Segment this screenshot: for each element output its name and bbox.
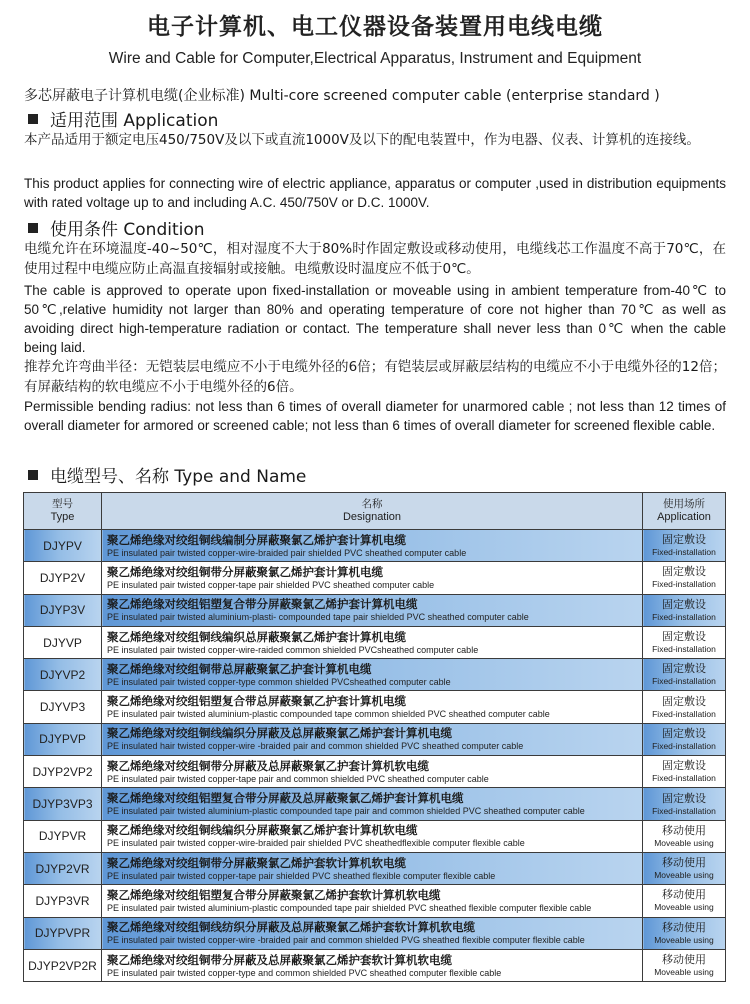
cable-application bbox=[643, 852, 726, 884]
cable-designation bbox=[102, 852, 643, 884]
table-row bbox=[24, 659, 726, 691]
bending-radius-text-cn: 推荐允许弯曲半径：无铠装层电缆应不小于电缆外径的6倍；有铠装层或屏蔽层结构的电缆应不小于电缆外径的12倍；有屏蔽结构的软电缆应不小于电缆外径的6倍。 bbox=[24, 359, 726, 395]
page-title: 电子计算机、电工仪器设备装置用电线电缆 bbox=[147, 14, 603, 40]
application-cn: 固定敷设 bbox=[662, 791, 706, 805]
table-row bbox=[24, 917, 726, 949]
table-row bbox=[24, 756, 726, 788]
application-cn: 固定敷设 bbox=[662, 662, 706, 676]
cable-application bbox=[643, 659, 726, 691]
application-text-en: This product applies for connecting wire of electric appliance, apparatus or computer ,used in distribution equipments with rated voltage up to and including A.C. 450/750V or D.C. 1000V. bbox=[24, 176, 726, 210]
designation-cn: 聚乙烯绝缘对绞组铝塑复合带分屏蔽聚氯乙烯护套软计算机软电缆 bbox=[107, 887, 441, 902]
table-row bbox=[24, 530, 726, 562]
designation-cn: 聚乙烯绝缘对绞组铜线纺织分屏蔽及总屏蔽聚氯乙烯护套软计算机软电缆 bbox=[107, 920, 475, 935]
column-header-designation-cn: 名称 bbox=[361, 498, 383, 510]
cable-application bbox=[643, 756, 726, 788]
application-en: Moveable using bbox=[654, 870, 714, 881]
cable-type-code: DJYVP2 bbox=[24, 659, 102, 691]
table-row bbox=[24, 949, 726, 981]
designation-cn: 聚乙烯绝缘对绞组铝塑复合带总屏蔽聚氯乙护套计算机电缆 bbox=[107, 694, 406, 709]
condition-heading-text: 使用条件 Condition bbox=[50, 220, 205, 240]
application-en: Fixed-installation bbox=[652, 676, 716, 687]
application-cn: 固定敷设 bbox=[662, 565, 706, 579]
application-cn: 移动使用 bbox=[662, 920, 706, 934]
table-row bbox=[24, 594, 726, 626]
cable-type-code: DJYVP3 bbox=[24, 691, 102, 723]
application-cn: 固定敷设 bbox=[662, 597, 706, 611]
cable-type-code: DJYP2VP2 bbox=[24, 756, 102, 788]
application-en: Moveable using bbox=[654, 967, 714, 977]
cable-application bbox=[643, 917, 726, 949]
cable-application bbox=[643, 562, 726, 594]
cable-designation bbox=[102, 691, 643, 723]
page-title-english: Wire and Cable for Computer,Electrical Apparatus, Instrument and Equipment bbox=[108, 50, 642, 67]
column-header-application-en: Application bbox=[657, 511, 711, 523]
application-en: Moveable using bbox=[654, 837, 714, 848]
cable-designation bbox=[102, 949, 643, 981]
designation-en: PE insulated pair twisted aluminium-plasti- compounded tape pair shielded PVC sheathed computer cable bbox=[107, 612, 529, 623]
table-row bbox=[24, 723, 726, 755]
cable-designation bbox=[102, 530, 643, 562]
designation-cn: 聚乙烯绝缘对绞组铜带分屏蔽及总屏蔽聚氯乙烯护套软计算机软电缆 bbox=[107, 952, 452, 967]
types-heading bbox=[28, 462, 306, 487]
bending-radius-text-en: Permissible bending radius: not less than 6 times of overall diameter for unarmored cable ; not less than 12 times of overall diameter for armored or screened cable; not less than 6 times of overall diameter for screened flexible cable. bbox=[24, 399, 726, 433]
designation-en: PE insulated pair twisted copper-tape pair shielded PVC sheathed flexible computer flexible cable bbox=[107, 870, 496, 881]
designation-en: PE insulated pair twisted copper-wire -braided pair and common shielded PVG sheathed flexible computer flexible cable bbox=[107, 935, 585, 946]
cable-type-code: DJYP3VR bbox=[24, 885, 102, 917]
designation-cn: 聚乙烯绝缘对绞组铜带分屏蔽聚氯乙烯护套计算机电缆 bbox=[107, 564, 383, 579]
application-cn: 固定敷设 bbox=[662, 726, 706, 740]
designation-en: PE insulated pair twisted copper-type and common shielded PVC sheathed computer flexible cable bbox=[107, 967, 502, 978]
table-row bbox=[24, 885, 726, 917]
application-en: Moveable using bbox=[654, 902, 714, 913]
table-row bbox=[24, 626, 726, 658]
application-text-cn: 本产品适用于额定电压450/750V及以下或直流1000V及以下的配电装置中，作为电器、仪表、计算机的连接线。 bbox=[24, 132, 700, 148]
square-bullet-icon bbox=[28, 223, 38, 233]
cable-designation bbox=[102, 562, 643, 594]
product-subtitle: 多芯屏蔽电子计算机电缆(企业标准) Multi-core screened computer cable (enterprise standard ) bbox=[24, 88, 660, 104]
designation-en: PE insulated hair twisted copper-wire -braided pair and common shielded PVC sheathed computer cable bbox=[107, 741, 524, 752]
cable-designation bbox=[102, 885, 643, 917]
table-row bbox=[24, 691, 726, 723]
designation-cn: 聚乙烯绝缘对绞组铝塑复合带分屏蔽及总屏蔽聚氯乙烯护套计算机电缆 bbox=[107, 791, 464, 806]
condition-text-en: The cable is approved to operate upon fixed-installation or moveable using in ambient temperature from-40℃ to 50℃,relative humidity not larger than 80% and operating temperature of core not higher than 70℃ as well as avoiding direct high-temperature radiation or contact. The temperature shall never less than 0℃ when the cable being laid. bbox=[24, 283, 726, 355]
designation-cn: 聚乙烯绝缘对绞组铜线编织分屏蔽聚氯乙烯护套计算机软电缆 bbox=[107, 823, 418, 838]
cable-type-code: DJYP2VP2R bbox=[24, 949, 102, 981]
column-header-type bbox=[24, 493, 102, 530]
designation-en: PE insulated pair twisted copper-tape pair and common shielded PVC sheathed computer cable bbox=[107, 773, 489, 784]
column-header-type-en: Type bbox=[50, 511, 75, 523]
table-header-row bbox=[24, 493, 726, 530]
column-header-application bbox=[643, 493, 726, 530]
cable-designation bbox=[102, 626, 643, 658]
application-en: Fixed-installation bbox=[652, 611, 716, 622]
designation-cn: 聚乙烯绝缘对绞组铜带总屏蔽聚氯乙护套计算机电缆 bbox=[107, 661, 372, 676]
designation-cn: 聚乙烯绝缘对绞组铝塑复合带分屏蔽聚氯乙烯护套计算机电缆 bbox=[107, 597, 418, 612]
cable-type-code: DJYP2VR bbox=[24, 852, 102, 884]
application-cn: 移动使用 bbox=[662, 856, 706, 870]
application-en: Fixed-installation bbox=[652, 708, 716, 719]
designation-en: PE insulated pair twisted copper-type common shielded PVCsheathed computer cable bbox=[107, 676, 451, 687]
cable-type-code: DJYP3VP3 bbox=[24, 788, 102, 820]
designation-en: PE insulated pair twisted copper-tape pair shielded PVC sheathed computer cable bbox=[107, 579, 435, 590]
table-body bbox=[24, 530, 726, 982]
cable-type-code: DJYVP bbox=[24, 626, 102, 658]
application-en: Fixed-installation bbox=[652, 740, 716, 751]
cable-type-code: DJYPVPR bbox=[24, 917, 102, 949]
application-cn: 固定敷设 bbox=[662, 630, 706, 644]
cable-application bbox=[643, 691, 726, 723]
column-header-designation-en: Designation bbox=[342, 511, 402, 523]
table-row bbox=[24, 852, 726, 884]
application-en: Fixed-installation bbox=[652, 579, 716, 590]
cable-application bbox=[643, 820, 726, 852]
cable-designation bbox=[102, 594, 643, 626]
square-bullet-icon bbox=[28, 114, 38, 124]
condition-text-cn: 电缆允许在环境温度-40~50℃，相对湿度不大于80%时作固定敷设或移动使用，电缆线芯工作温度不高于70℃，在使用过程中电缆应防止高温直接辐射或接触。电缆敷设时温度应不低于0℃。 bbox=[24, 241, 726, 277]
application-cn: 移动使用 bbox=[662, 823, 706, 837]
application-cn: 移动使用 bbox=[662, 953, 706, 966]
application-heading bbox=[28, 106, 218, 131]
cable-designation bbox=[102, 820, 643, 852]
application-en: Fixed-installation bbox=[652, 547, 716, 558]
cable-type-code: DJYPVR bbox=[24, 820, 102, 852]
application-cn: 固定敷设 bbox=[662, 694, 706, 708]
cable-application bbox=[643, 626, 726, 658]
cable-application bbox=[643, 949, 726, 981]
designation-cn: 聚乙烯绝缘对绞组铜带分屏蔽聚氯乙烯护套软计算机软电缆 bbox=[107, 855, 406, 870]
cable-designation bbox=[102, 756, 643, 788]
application-en: Moveable using bbox=[654, 934, 714, 945]
cable-designation bbox=[102, 723, 643, 755]
table-row bbox=[24, 788, 726, 820]
application-en: Fixed-installation bbox=[652, 805, 716, 816]
column-header-type-cn: 型号 bbox=[52, 498, 73, 510]
designation-en: PE insulated pair twisted copper-wire-raided common shielded PVCsheathed computer cable bbox=[107, 644, 479, 655]
designation-cn: 聚乙烯绝缘对绞组铜带分屏蔽及总屏蔽聚氯乙护套计算机软电缆 bbox=[107, 758, 429, 773]
designation-cn: 聚乙烯绝缘对绞组铜线编织分屏蔽及总屏蔽聚氯乙烯护套计算机电缆 bbox=[107, 726, 452, 741]
application-cn: 固定敷设 bbox=[662, 759, 706, 773]
cable-designation bbox=[102, 659, 643, 691]
square-bullet-icon bbox=[28, 470, 38, 480]
cable-designation bbox=[102, 788, 643, 820]
application-en: Fixed-installation bbox=[652, 644, 716, 655]
cable-application bbox=[643, 530, 726, 562]
designation-en: PE insulated pair twisted copper-wire-braided pair shielded PVC sheathed computer cable bbox=[107, 547, 467, 558]
cable-designation bbox=[102, 917, 643, 949]
designation-cn: 聚乙烯绝缘对绞组铜线编织总屏蔽聚氯乙烯护套计算机电缆 bbox=[107, 629, 406, 644]
cable-type-code: DJYP3V bbox=[24, 594, 102, 626]
designation-en: PE insulated pair twisted aluminium-plastic compounded tape pair and common shielded PVC sheathed computer cable bbox=[107, 806, 585, 817]
application-cn: 固定敷设 bbox=[662, 533, 706, 547]
cable-type-code: DJYPVP bbox=[24, 723, 102, 755]
cable-application bbox=[643, 594, 726, 626]
designation-cn: 聚乙烯绝缘对绞组铜线编制分屏蔽聚氯乙烯护套计算机电缆 bbox=[107, 532, 406, 547]
cable-application bbox=[643, 723, 726, 755]
application-en: Fixed-installation bbox=[652, 773, 716, 784]
table-row bbox=[24, 562, 726, 594]
application-heading-text: 适用范围 Application bbox=[50, 111, 219, 131]
designation-en: PE insulated pair twisted aluminium-plastic compounded tape common shielded PVC sheathed computer cable bbox=[107, 709, 550, 720]
types-heading-text: 电缆型号、名称 Type and Name bbox=[50, 467, 307, 487]
designation-en: PE insulated pair twisted copper-wire-braided pair shielded PVC sheathedflexible computer flexible cable bbox=[107, 838, 525, 849]
cable-type-code: DJYP2V bbox=[24, 562, 102, 594]
cable-type-code: DJYPV bbox=[24, 530, 102, 562]
column-header-designation bbox=[102, 493, 643, 530]
cable-application bbox=[643, 788, 726, 820]
cable-application bbox=[643, 885, 726, 917]
application-cn: 移动使用 bbox=[662, 888, 706, 902]
condition-heading bbox=[28, 215, 205, 240]
table-row bbox=[24, 820, 726, 852]
cable-type-table bbox=[23, 492, 726, 982]
designation-en: PE insulated pair twisted aluminium-plastic compounded tape pair shielded PVC sheathed flexible computer flexible cable bbox=[107, 902, 592, 913]
column-header-application-cn: 使用场所 bbox=[663, 498, 705, 510]
